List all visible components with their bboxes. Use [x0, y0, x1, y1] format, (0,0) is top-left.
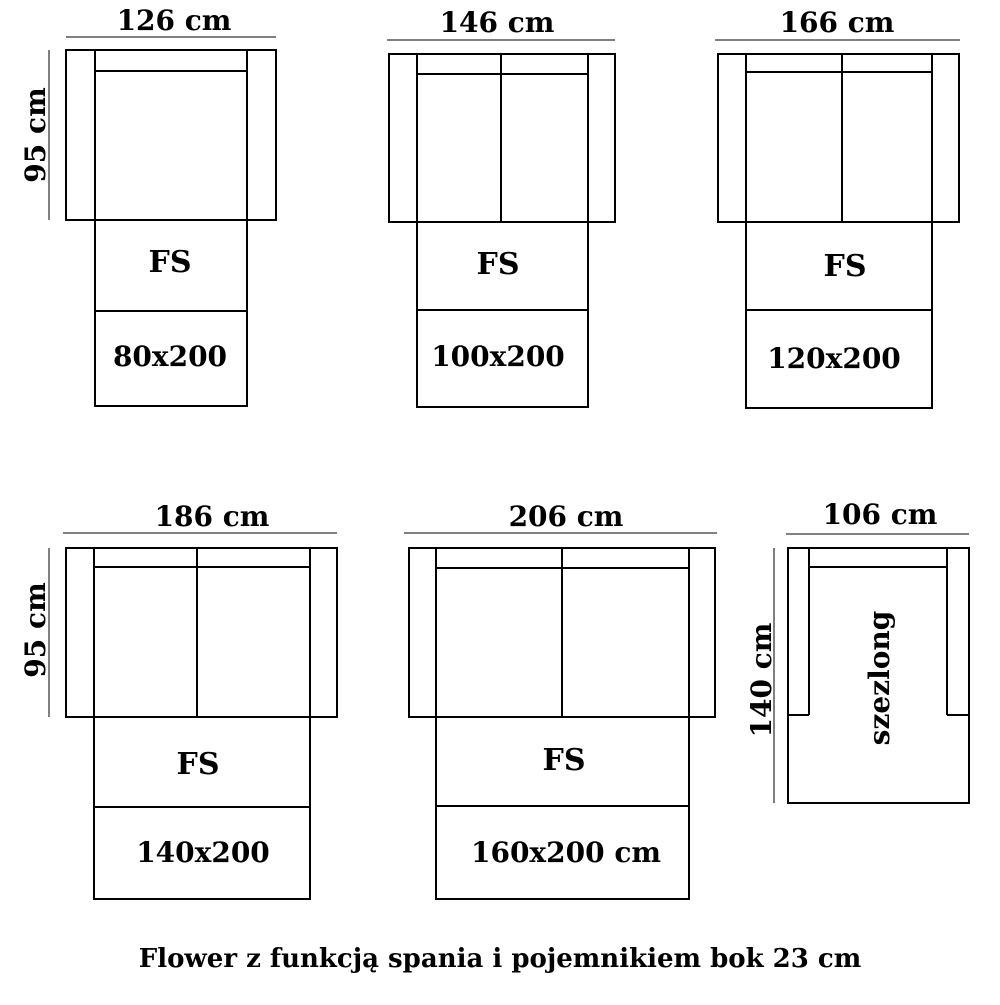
sofa-166: [715, 6, 960, 408]
sofa-body: [66, 548, 337, 717]
sofa-206: [404, 500, 717, 899]
sofa-186: [19, 500, 337, 899]
depth-label: 140 cm: [745, 622, 778, 738]
width-label: 106 cm: [822, 498, 938, 531]
diagram-caption: Flower z funkcją spania i pojemnikiem bok 23 cm: [138, 944, 862, 974]
sofa-126: [19, 4, 276, 406]
width-label: 146 cm: [439, 6, 555, 39]
bed-size-label: 160x200 cm: [470, 836, 662, 869]
width-label: 206 cm: [508, 500, 624, 533]
function-label: FS: [476, 247, 520, 282]
bed-size-label: 100x200: [431, 340, 565, 373]
depth-label: 95 cm: [19, 582, 52, 678]
bed-size-label: 140x200: [136, 836, 270, 869]
depth-label: 95 cm: [19, 87, 52, 183]
width-label: 166 cm: [779, 6, 895, 39]
function-label: FS: [823, 249, 867, 284]
chaise-longue: [745, 498, 969, 803]
bed-size-label: 80x200: [112, 340, 228, 373]
width-label: 126 cm: [116, 4, 232, 37]
width-label: 186 cm: [154, 500, 270, 533]
sofa-body: [66, 50, 276, 220]
function-label: FS: [542, 743, 586, 778]
function-label: FS: [148, 245, 192, 280]
bed-size-label: 120x200: [767, 342, 901, 375]
chaise-label: szezlong: [863, 610, 896, 746]
sofa-146: [387, 6, 615, 407]
function-label: FS: [176, 747, 220, 782]
sofa-body: [718, 54, 959, 222]
